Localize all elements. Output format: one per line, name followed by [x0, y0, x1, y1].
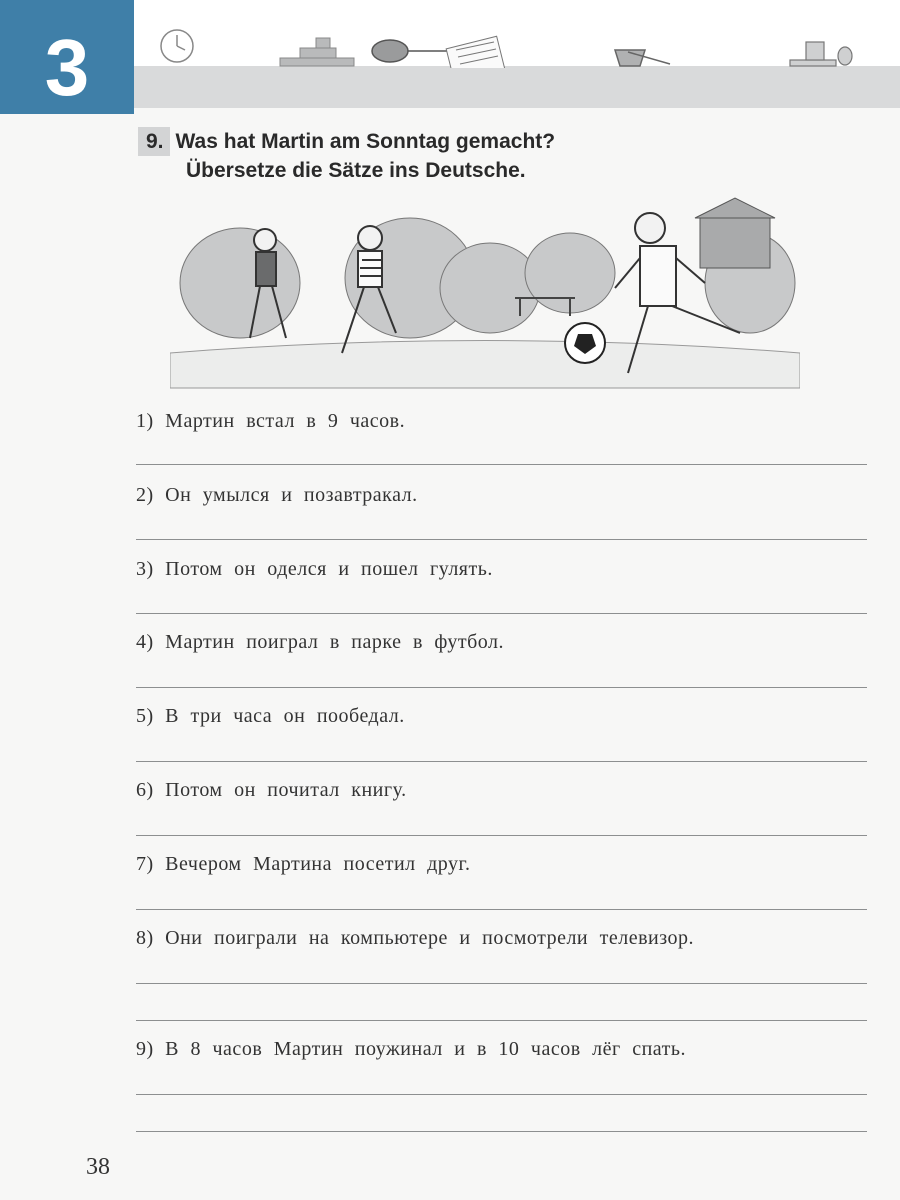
answer-line: [136, 909, 867, 910]
answer-line: [136, 1094, 867, 1095]
football-ball-drawing: [565, 323, 605, 363]
answer-line: [136, 613, 867, 614]
football-park-illustration: [170, 188, 800, 398]
page-number: 38: [86, 1154, 110, 1180]
task-heading: [138, 127, 555, 185]
answer-line: [136, 464, 867, 465]
answer-line: [136, 1131, 867, 1132]
answer-line: [136, 1020, 867, 1021]
sentence-9: 9) В 8 часов Мартин поужинал и в 10 часов лёг спать.: [136, 1038, 686, 1060]
answer-line: [136, 539, 867, 540]
answer-line: [136, 983, 867, 984]
header-icons: [150, 24, 870, 68]
house-drawing: [695, 198, 775, 268]
chapter-tab: [0, 0, 134, 114]
violin-icon: [372, 40, 450, 62]
task-title-line1: Was hat Martin am Sonntag gemacht?: [175, 130, 556, 153]
clock-icon: [161, 30, 193, 62]
sentence-6: 6) Потом он почитал книгу.: [136, 779, 407, 801]
sentence-4: 4) Мартин поиграл в парке в футбол.: [136, 631, 505, 653]
chapter-number: 3: [44, 23, 90, 112]
sentence-7: 7) Вечером Мартина посетил друг.: [136, 853, 471, 875]
answer-line: [136, 835, 867, 836]
sentence-3: 3) Потом он оделся и пошел гулять.: [136, 558, 493, 580]
task-number: 9.: [138, 127, 170, 156]
books-icon: [280, 38, 354, 66]
paint-brush-icon: [615, 50, 670, 66]
sentence-2: 2) Он умылся и позавтракал.: [136, 484, 418, 506]
answer-line: [136, 761, 867, 762]
newspaper-icon: [446, 36, 506, 68]
sentence-5: 5) В три часа он пообедал.: [136, 705, 405, 727]
sentence-8: 8) Они поиграли на компьютере и посмотрели телевизор.: [136, 927, 695, 949]
dishes-icon: [790, 42, 852, 66]
answer-line: [136, 687, 867, 688]
task-title-line2: Übersetze die Sätze ins Deutsche.: [186, 159, 526, 182]
sentence-1: 1) Мартин встал в 9 часов.: [136, 410, 406, 432]
